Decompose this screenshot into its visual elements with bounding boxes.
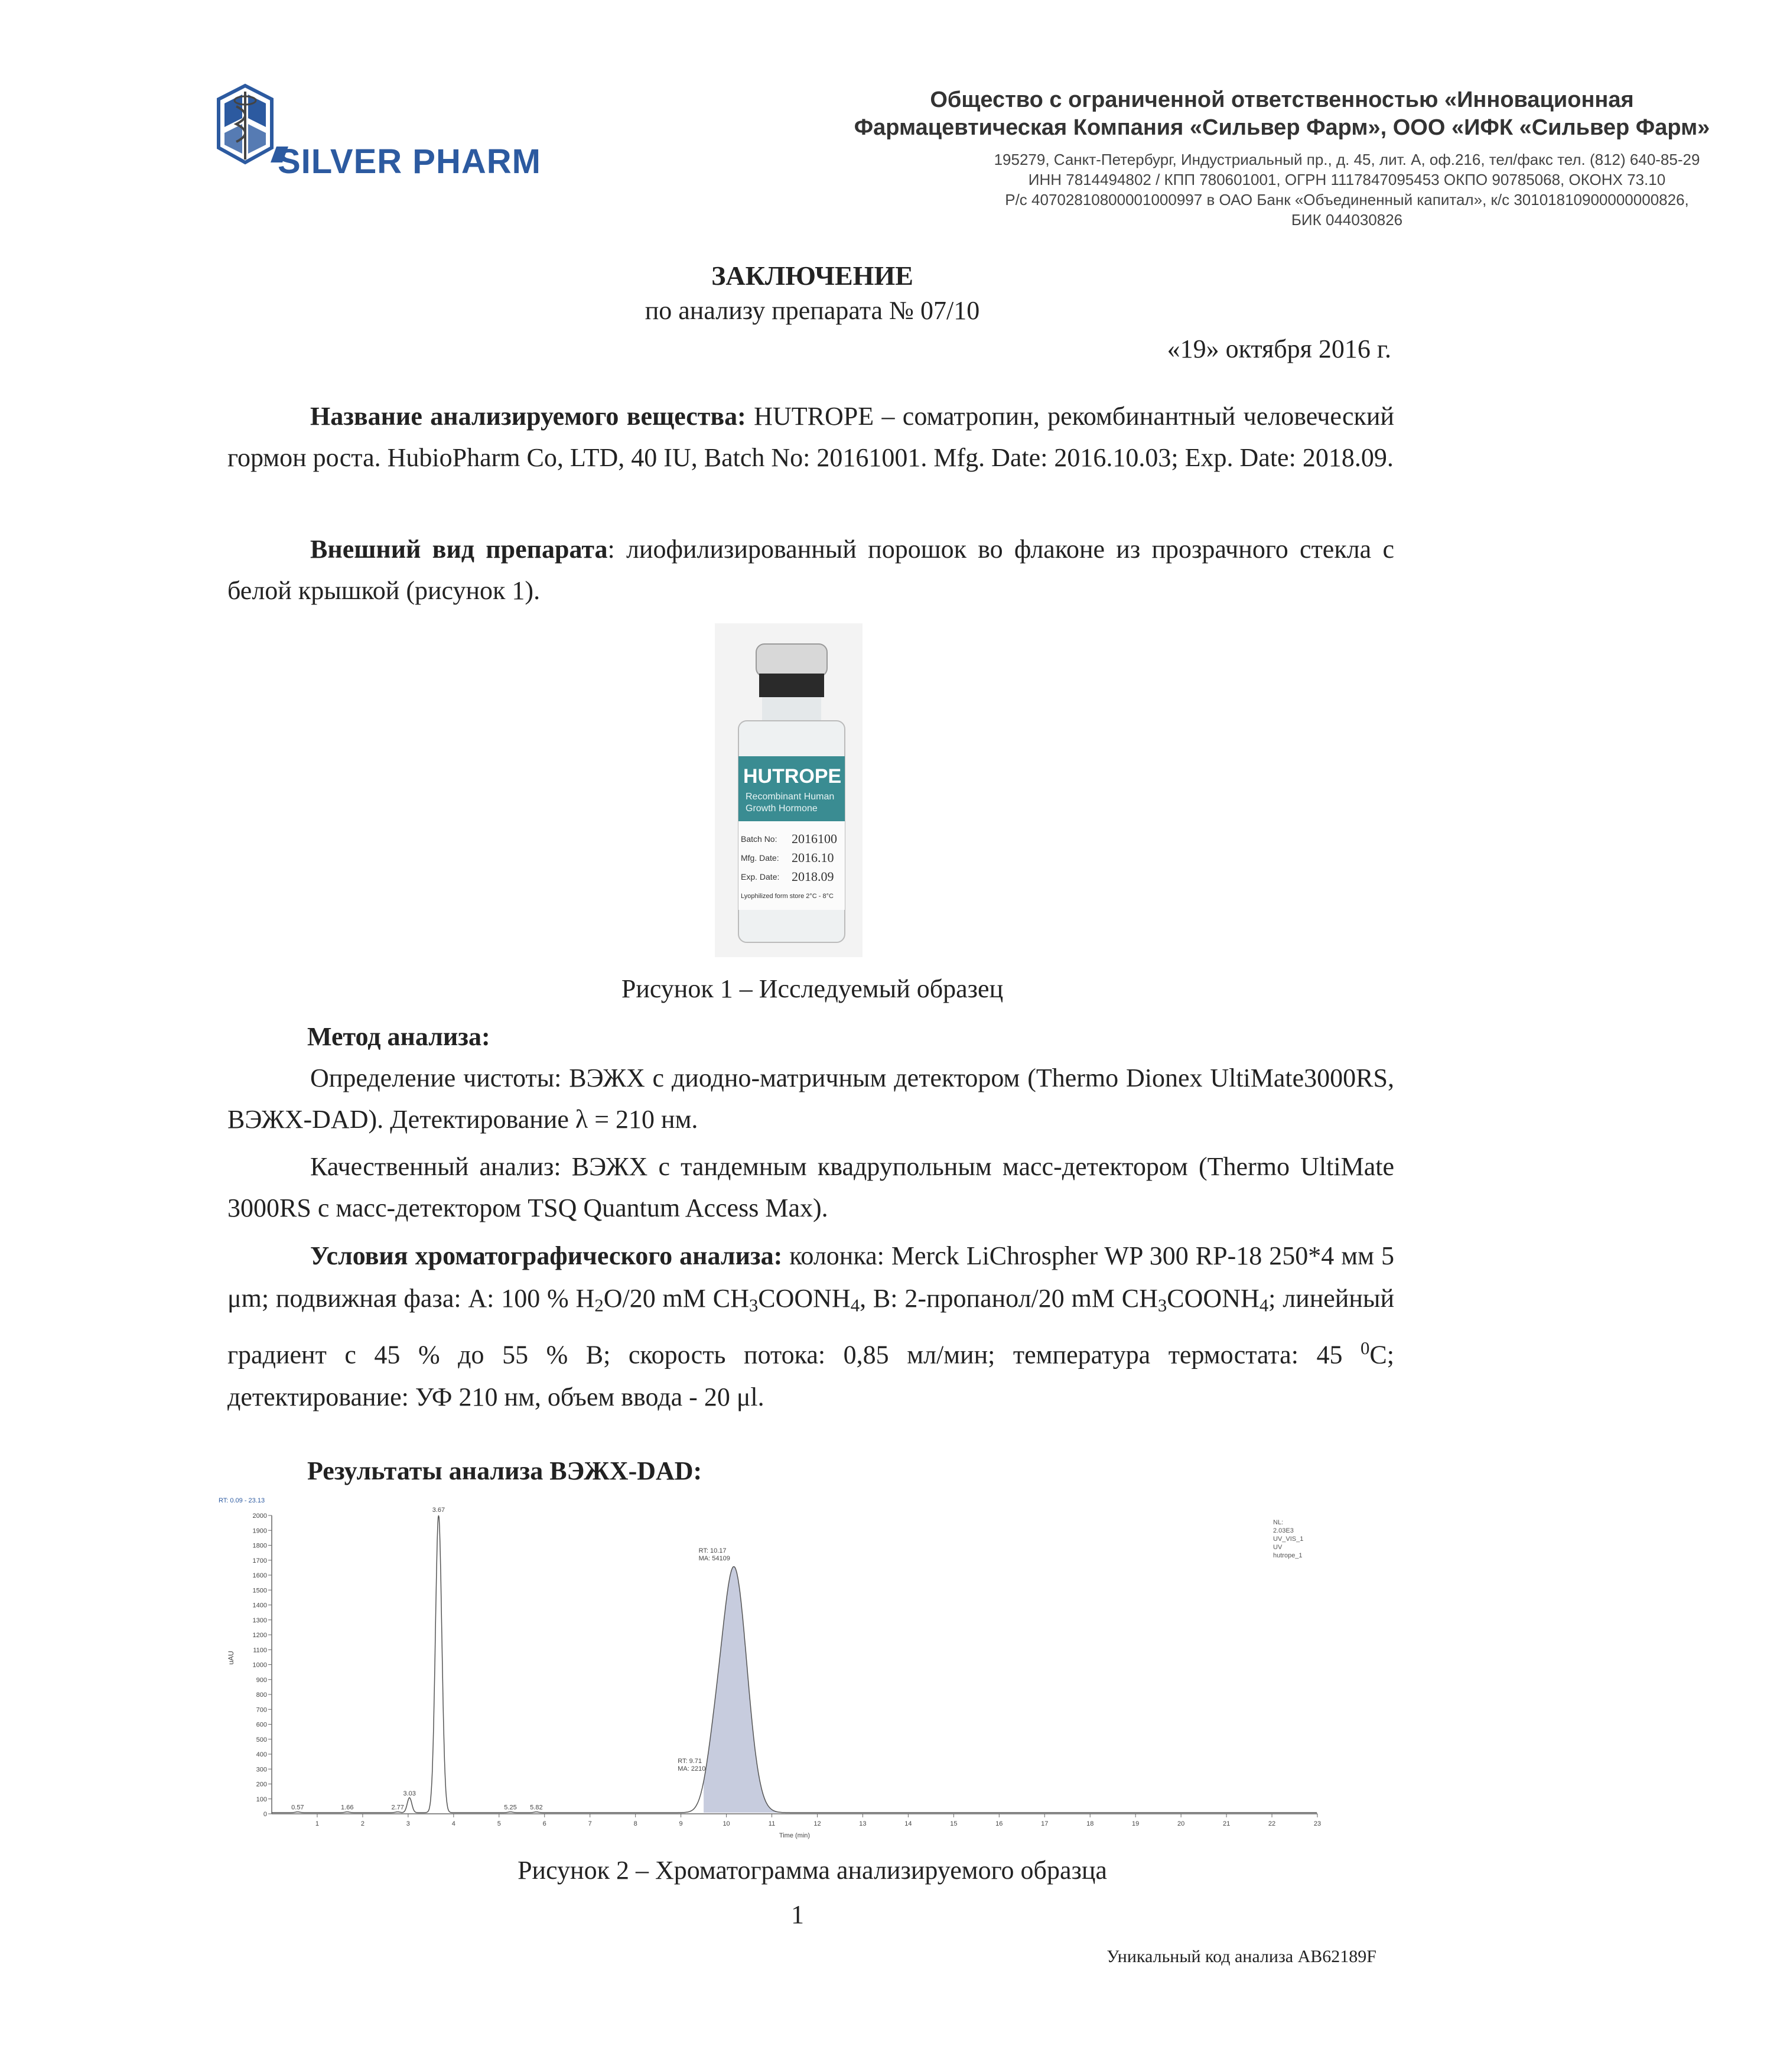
org-bank-account: Р/с 40702810800001000997 в ОАО Банк «Объединенный капитал», к/с 30101810900000000826, (1005, 191, 1689, 209)
y-tick-label: 1200 (252, 1632, 267, 1639)
x-tick-label: 21 (1222, 1820, 1231, 1827)
logo-wordmark: SILVER PHARM (278, 142, 541, 181)
peak-label: 3.67 (432, 1507, 445, 1514)
vial-mfg-val: 2016.10 (792, 850, 834, 865)
method-qualitative-paragraph: Качественный анализ: ВЭЖХ с тандемным квадрупольным масс-детектором (Thermo UltiMate 3000RS с масс-детектором TSQ Quantum Access Max). (227, 1152, 1394, 1222)
y-tick-label: 1500 (252, 1587, 267, 1595)
x-tick-label: 12 (813, 1820, 821, 1827)
vial-brand: HUTROPE (743, 765, 842, 788)
x-tick-label: 8 (633, 1820, 637, 1827)
x-tick-label: 16 (995, 1820, 1003, 1827)
x-tick-label: 1 (315, 1820, 320, 1827)
x-tick-label: 3 (406, 1820, 410, 1827)
vial-sub1: Recombinant Human (746, 792, 835, 802)
document-title: ЗАКЛЮЧЕНИЕ (711, 261, 913, 291)
legend-entry: 2.03E3 (1273, 1527, 1294, 1534)
legend-entry: NL: (1273, 1519, 1284, 1526)
y-tick-label: 500 (256, 1736, 267, 1744)
x-tick-label: 9 (679, 1820, 683, 1827)
y-tick-label: 400 (256, 1751, 267, 1758)
peak-label: 2.77 (391, 1804, 404, 1811)
peak-label: 5.25 (504, 1804, 517, 1811)
x-tick-label: 10 (722, 1820, 730, 1827)
legend-entry: UV (1273, 1544, 1283, 1551)
vial-sub2: Growth Hormone (746, 804, 818, 814)
x-tick-label: 22 (1268, 1820, 1276, 1827)
x-axis-label: Time (min) (779, 1832, 811, 1839)
conditions-text-a: колонка: Merck LiChrospher WP 300 RP-18 250*4 мм 5 μm; подвижная фаза: А: 100 % H (227, 1241, 1394, 1313)
conditions-sup: 0 (1361, 1338, 1370, 1358)
chromatogram (213, 1492, 1323, 1846)
results-label: Результаты анализа ВЭЖХ-DAD: (307, 1456, 702, 1485)
chart-range-label: RT: 0.09 - 23.13 (219, 1497, 265, 1504)
vial-storage: Lyophilized form store 2°C - 8°C (741, 893, 834, 900)
substance-name-text: HUTROPE – соматропин, рекомбинантный человеческий гормон роста. HubioPharm Co, LTD, 40 IU, Batch No: 20161001. Mfg. Date: 2016.10.03; Exp. Date: 2018.09. (227, 402, 1394, 472)
org-address: 195279, Санкт-Петербург, Индустриальный пр., д. 45, лит. А, оф.216, тел/факс тел. (812) 640-85-29 (994, 151, 1700, 168)
conditions-text-g: С; детектирование: УФ 210 нм, объем ввода - 20 μl. (227, 1340, 1394, 1412)
chromatogram-trace (272, 1515, 1317, 1813)
x-tick-label: 23 (1313, 1820, 1322, 1827)
vial-exp-val: 2018.09 (792, 869, 834, 884)
y-tick-label: 100 (256, 1795, 267, 1803)
x-tick-label: 17 (1041, 1820, 1049, 1827)
conditions-text-e: COONH (1167, 1284, 1259, 1313)
org-name-line1: Общество с ограниченной ответственностью «Инновационная (930, 87, 1634, 112)
figure1-caption: Рисунок 1 – Исследуемый образец (621, 974, 1004, 1003)
x-tick-label: 15 (950, 1820, 958, 1827)
appearance-text: : лиофилизированный порошок во флаконе из прозрачного стекла с белой крышкой (рисунок 1). (227, 535, 1394, 605)
peak-label: 5.82 (530, 1804, 543, 1811)
peak-label: 3.03 (403, 1790, 416, 1797)
x-tick-label: 14 (904, 1820, 912, 1827)
conditions-text-d: , B: 2-пропанол/20 mM CH (860, 1284, 1158, 1313)
y-axis-label: uAU (227, 1651, 235, 1665)
vial-batch-key: Batch No: (741, 834, 777, 844)
vial-mfg-key: Mfg. Date: (741, 853, 779, 863)
vial-batch-val: 2016100 (792, 831, 837, 846)
x-tick-label: 7 (588, 1820, 592, 1827)
conditions-sub-c: 4 (850, 1295, 860, 1316)
method-label: Метод анализа: (307, 1022, 490, 1051)
y-tick-label: 1600 (252, 1572, 267, 1579)
substance-name-label: Название анализируемого вещества: (310, 402, 746, 431)
y-tick-label: 1300 (252, 1616, 267, 1624)
main-peak-area (704, 1567, 781, 1813)
conditions-sub-d: 3 (1157, 1295, 1167, 1316)
conditions-text-b: O/20 mM CH (603, 1284, 749, 1313)
vial-exp-key: Exp. Date: (741, 872, 780, 882)
method-heading (307, 1016, 1371, 1058)
y-tick-label: 1900 (252, 1527, 267, 1535)
y-tick-label: 300 (256, 1766, 267, 1774)
conditions-text-c: COONH (758, 1284, 851, 1313)
conditions-sub-a: 2 (594, 1295, 604, 1316)
sample-vial-photo (715, 623, 863, 957)
y-tick-label: 2000 (252, 1512, 267, 1520)
legend-entry: hutrope_1 (1273, 1552, 1303, 1559)
legend-entry: UV_VIS_1 (1273, 1536, 1304, 1543)
x-tick-label: 13 (859, 1820, 867, 1827)
org-name-line2: Фармацевтическая Компания «Сильвер Фарм», ООО «ИФК «Сильвер Фарм» (854, 115, 1710, 140)
unique-analysis-code: Уникальный код анализа AB62189F (1106, 1947, 1376, 1966)
org-tax-ids: ИНН 7814494802 / КПП 780601001, ОГРН 1117847095453 ОКПО 90785068, ОКОНХ 73.10 (1028, 171, 1666, 188)
y-tick-label: 900 (256, 1676, 267, 1684)
x-tick-label: 5 (497, 1820, 501, 1827)
peak-label: 1.66 (341, 1804, 354, 1811)
x-tick-label: 19 (1132, 1820, 1140, 1827)
y-tick-label: 700 (256, 1706, 267, 1714)
peak-label: MA: 54109 (698, 1554, 730, 1562)
document-date: «19» октября 2016 г. (1167, 334, 1391, 363)
y-tick-label: 1100 (253, 1647, 267, 1654)
conditions-sub-e: 4 (1259, 1295, 1269, 1316)
x-tick-label: 11 (768, 1820, 776, 1827)
peak-label: RT: 10.17 (698, 1547, 727, 1554)
org-bik: БИК 044030826 (1291, 211, 1403, 229)
conditions-text-f: ; линейный градиент с 45 % до 55 % B; скорость потока: 0,85 мл/мин; температура термостата: 45 (227, 1284, 1394, 1370)
x-tick-label: 6 (542, 1820, 546, 1827)
y-tick-label: 1800 (252, 1542, 267, 1550)
x-tick-label: 2 (360, 1820, 364, 1827)
peak-label: 0.57 (291, 1804, 304, 1811)
y-tick-label: 800 (256, 1692, 267, 1699)
peak-label: RT: 9.71 (678, 1757, 702, 1765)
chromatography-conditions-paragraph (227, 1235, 1394, 1419)
document-subtitle: по анализу препарата № 07/10 (645, 296, 980, 325)
y-tick-label: 1000 (252, 1661, 267, 1669)
peak-label: MA: 2210 (678, 1765, 706, 1772)
results-heading (307, 1450, 1371, 1492)
conditions-label: Условия хроматографического анализа: (310, 1241, 783, 1270)
conditions-sub-b: 3 (748, 1295, 759, 1316)
figure2-caption: Рисунок 2 – Хроматограмма анализируемого образца (518, 1856, 1107, 1885)
y-tick-label: 1700 (252, 1557, 267, 1564)
y-tick-label: 200 (256, 1781, 267, 1788)
method-purity-paragraph: Определение чистоты: ВЭЖХ с диодно-матричным детектором (Thermo Dionex UltiMate3000RS, ВЭЖХ-DAD). Детектирование λ = 210 нм. (227, 1063, 1394, 1134)
y-tick-label: 600 (256, 1721, 267, 1729)
x-tick-label: 4 (451, 1820, 455, 1827)
y-tick-label: 1400 (252, 1602, 267, 1609)
x-tick-label: 18 (1086, 1820, 1094, 1827)
x-tick-label: 20 (1177, 1820, 1185, 1827)
y-tick-label: 0 (263, 1811, 267, 1818)
substance-name-paragraph (227, 396, 1394, 479)
appearance-label: Внешний вид препарата (310, 535, 608, 564)
appearance-paragraph (227, 529, 1394, 611)
page-number: 1 (791, 1900, 804, 1929)
